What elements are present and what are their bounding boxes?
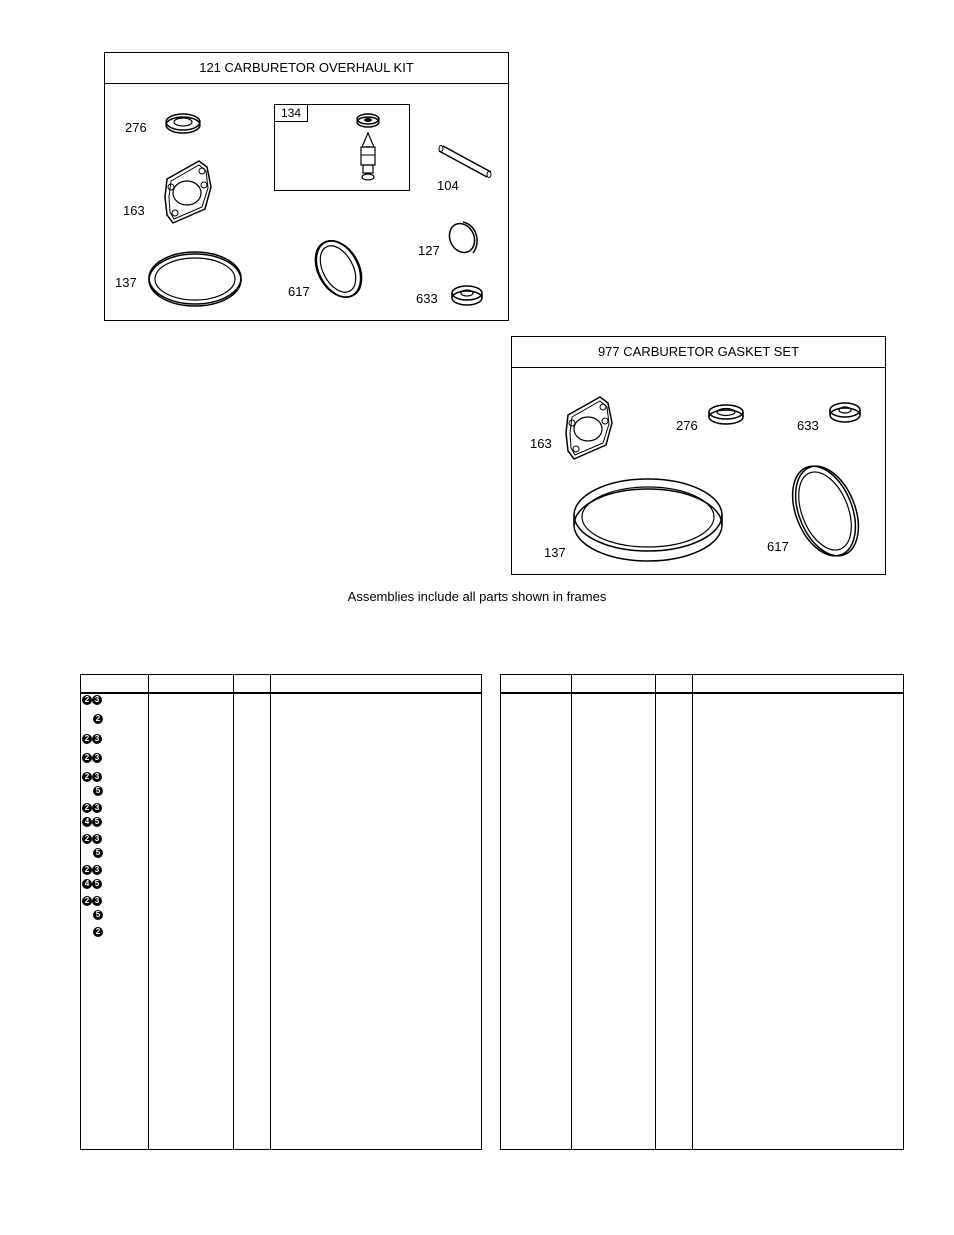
- welch-plug-127-icon: [447, 219, 481, 257]
- subkit-label-134: 134: [275, 105, 308, 122]
- needle-seat-subkit-box: [274, 104, 410, 191]
- reference-mark-row: [82, 753, 102, 763]
- pin-104-icon: [435, 145, 495, 185]
- seal-ring-617-icon: [308, 236, 368, 302]
- reference-mark-row: [93, 786, 103, 796]
- reference-mark-row: [82, 879, 102, 889]
- reference-mark-row: [82, 734, 102, 744]
- part-label-617: 617: [288, 284, 310, 299]
- reference-mark-4: 4: [82, 879, 92, 889]
- part-label-163: 163: [530, 436, 552, 451]
- reference-mark-2: 2: [82, 772, 92, 782]
- column-divider: [148, 675, 149, 1149]
- reference-mark-2: 2: [82, 695, 92, 705]
- part-label-633: 633: [797, 418, 819, 433]
- table-header: [501, 675, 903, 694]
- reference-mark-3: 3: [92, 772, 102, 782]
- reference-mark-row: [82, 772, 102, 782]
- reference-mark-5: 5: [93, 910, 103, 920]
- part-label-137: 137: [115, 275, 137, 290]
- reference-mark-3: 3: [92, 734, 102, 744]
- overhaul-kit-frame: [104, 52, 509, 321]
- column-divider: [233, 675, 234, 1149]
- gasket-set-frame: [511, 336, 886, 575]
- reference-mark-row: [82, 695, 102, 705]
- reference-mark-2: 2: [82, 753, 92, 763]
- gasket-163-icon: [560, 393, 620, 463]
- reference-mark-3: 3: [92, 803, 102, 813]
- seal-ring-137-icon: [145, 249, 245, 309]
- reference-mark-row: [82, 865, 102, 875]
- table-header: [81, 675, 481, 694]
- needle-valve-icon: [353, 109, 383, 187]
- part-label-633: 633: [416, 291, 438, 306]
- reference-mark-5: 5: [93, 786, 103, 796]
- gasket-set-title: 977 CARBURETOR GASKET SET: [512, 337, 885, 368]
- washer-633-icon: [827, 400, 863, 426]
- reference-mark-2: 2: [93, 714, 103, 724]
- overhaul-kit-title: 121 CARBURETOR OVERHAUL KIT: [105, 53, 508, 84]
- column-divider: [692, 675, 693, 1149]
- reference-mark-2: 2: [82, 865, 92, 875]
- part-label-104: 104: [437, 178, 459, 193]
- washer-633-icon: [449, 283, 485, 309]
- reference-mark-row: [82, 834, 102, 844]
- part-label-276: 276: [676, 418, 698, 433]
- reference-mark-row: [82, 817, 102, 827]
- reference-mark-3: 3: [92, 896, 102, 906]
- part-label-163: 163: [123, 203, 145, 218]
- column-divider: [571, 675, 572, 1149]
- seal-ring-617-icon: [784, 461, 866, 561]
- reference-mark-2: 2: [82, 896, 92, 906]
- assemblies-caption: Assemblies include all parts shown in frames: [347, 589, 607, 604]
- reference-marks-column: [81, 695, 111, 945]
- reference-mark-3: 3: [92, 695, 102, 705]
- gasket-163-icon: [159, 157, 219, 227]
- part-label-617: 617: [767, 539, 789, 554]
- reference-mark-3: 3: [92, 753, 102, 763]
- washer-276-icon: [163, 111, 203, 135]
- part-label-276: 276: [125, 120, 147, 135]
- reference-mark-3: 3: [92, 865, 102, 875]
- reference-mark-row: [93, 910, 103, 920]
- reference-mark-3: 3: [92, 834, 102, 844]
- washer-276-icon: [706, 402, 746, 428]
- reference-mark-row: [93, 927, 103, 937]
- reference-mark-2: 2: [82, 734, 92, 744]
- parts-table-right: [500, 674, 904, 1150]
- reference-mark-2: 2: [93, 927, 103, 937]
- reference-mark-row: [93, 848, 103, 858]
- column-divider: [270, 675, 271, 1149]
- reference-mark-5: 5: [92, 817, 102, 827]
- seal-ring-137-icon: [570, 475, 726, 565]
- column-divider: [655, 675, 656, 1149]
- reference-mark-4: 4: [82, 817, 92, 827]
- reference-mark-2: 2: [82, 834, 92, 844]
- parts-table-left: [80, 674, 482, 1150]
- part-label-137: 137: [544, 545, 566, 560]
- reference-mark-2: 2: [82, 803, 92, 813]
- reference-mark-5: 5: [93, 848, 103, 858]
- part-label-127: 127: [418, 243, 440, 258]
- reference-mark-row: [82, 803, 102, 813]
- reference-mark-5: 5: [92, 879, 102, 889]
- reference-mark-row: [93, 714, 103, 724]
- reference-mark-row: [82, 896, 102, 906]
